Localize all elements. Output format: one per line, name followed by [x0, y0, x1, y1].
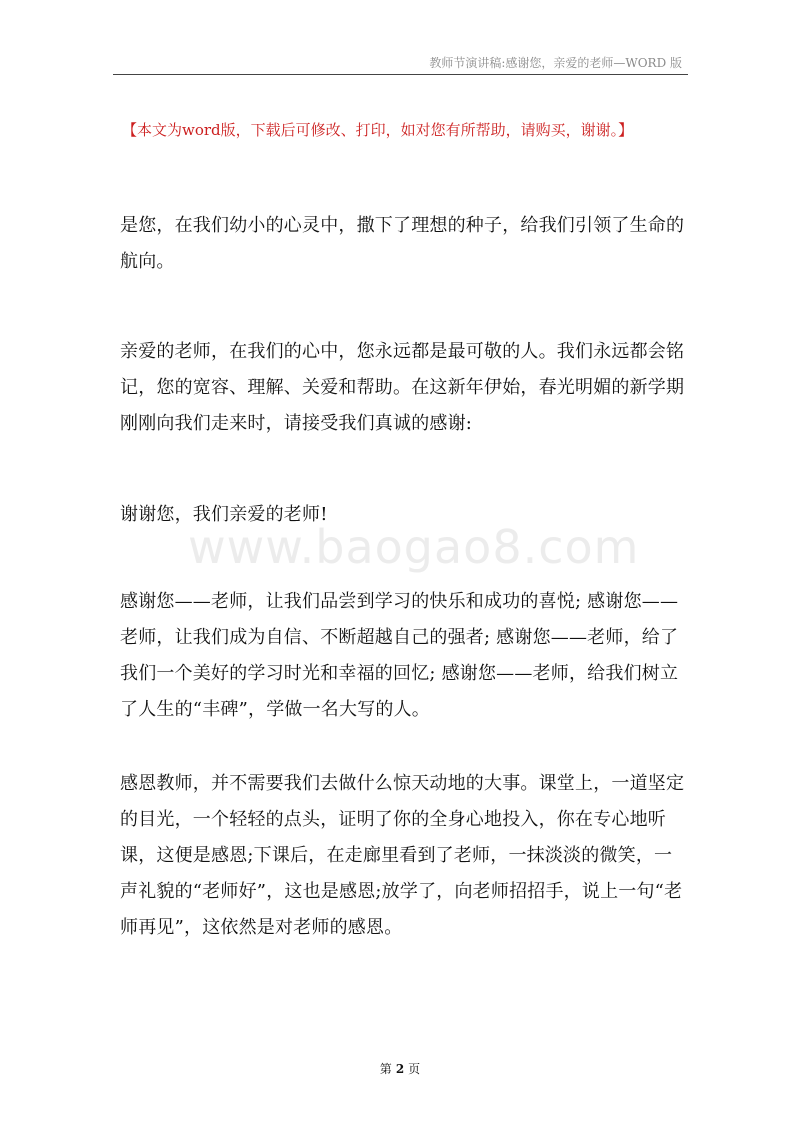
page-footer [0, 1060, 800, 1077]
paragraph-5 [120, 766, 690, 946]
paragraph-4 [120, 584, 690, 728]
paragraph-text: 谢谢您，我们亲爱的老师! [120, 504, 328, 525]
watermark: www.baogao8.com [188, 520, 640, 574]
paragraph-text: 感恩教师，并不需要我们去做什么惊天动地的大事。课堂上，一道坚定的目光，一个轻轻的点头，证明了你的全身心地投入，你在专心地听课，这便是感恩;下课后，在走廊里看到了老师，一抹淡淡的微笑，一声礼貌的“老师好”，这也是感恩;放学了，向老师招招手，说上一句“老师再见”，这依然是对老师的感恩。 [120, 773, 685, 938]
header-divider [113, 74, 688, 75]
paragraph-text: 感谢您——老师，让我们品尝到学习的快乐和成功的喜悦; 感谢您——老师，让我们成为自信、不断超越自己的强者; 感谢您——老师，给了我们一个美好的学习时光和幸福的回忆; 感谢您——老师，给我们树立了人生的“丰碑”，学做一名大写的人。 [120, 591, 679, 720]
purchase-notice: 【本文为word版，下载后可修改、打印，如对您有所帮助，请购买，谢谢。】 [122, 121, 634, 139]
page-number: 2 [395, 1062, 405, 1076]
document-header-title: 教师节演讲稿:感谢您，亲爱的老师—WORD 版 [429, 56, 682, 70]
paragraph-3 [120, 497, 690, 533]
paragraph-2 [120, 334, 690, 442]
footer-prefix: 第 [379, 1062, 392, 1076]
footer-suffix: 页 [408, 1062, 421, 1076]
paragraph-text: 是您，在我们幼小的心灵中，撒下了理想的种子，给我们引领了生命的航向。 [120, 215, 685, 272]
paragraph-text: 亲爱的老师，在我们的心中，您永远都是最可敬的人。我们永远都会铭记，您的宽容、理解、关爱和帮助。在这新年伊始，春光明媚的新学期刚刚向我们走来时，请接受我们真诚的感谢: [120, 341, 685, 434]
paragraph-1 [120, 208, 690, 280]
